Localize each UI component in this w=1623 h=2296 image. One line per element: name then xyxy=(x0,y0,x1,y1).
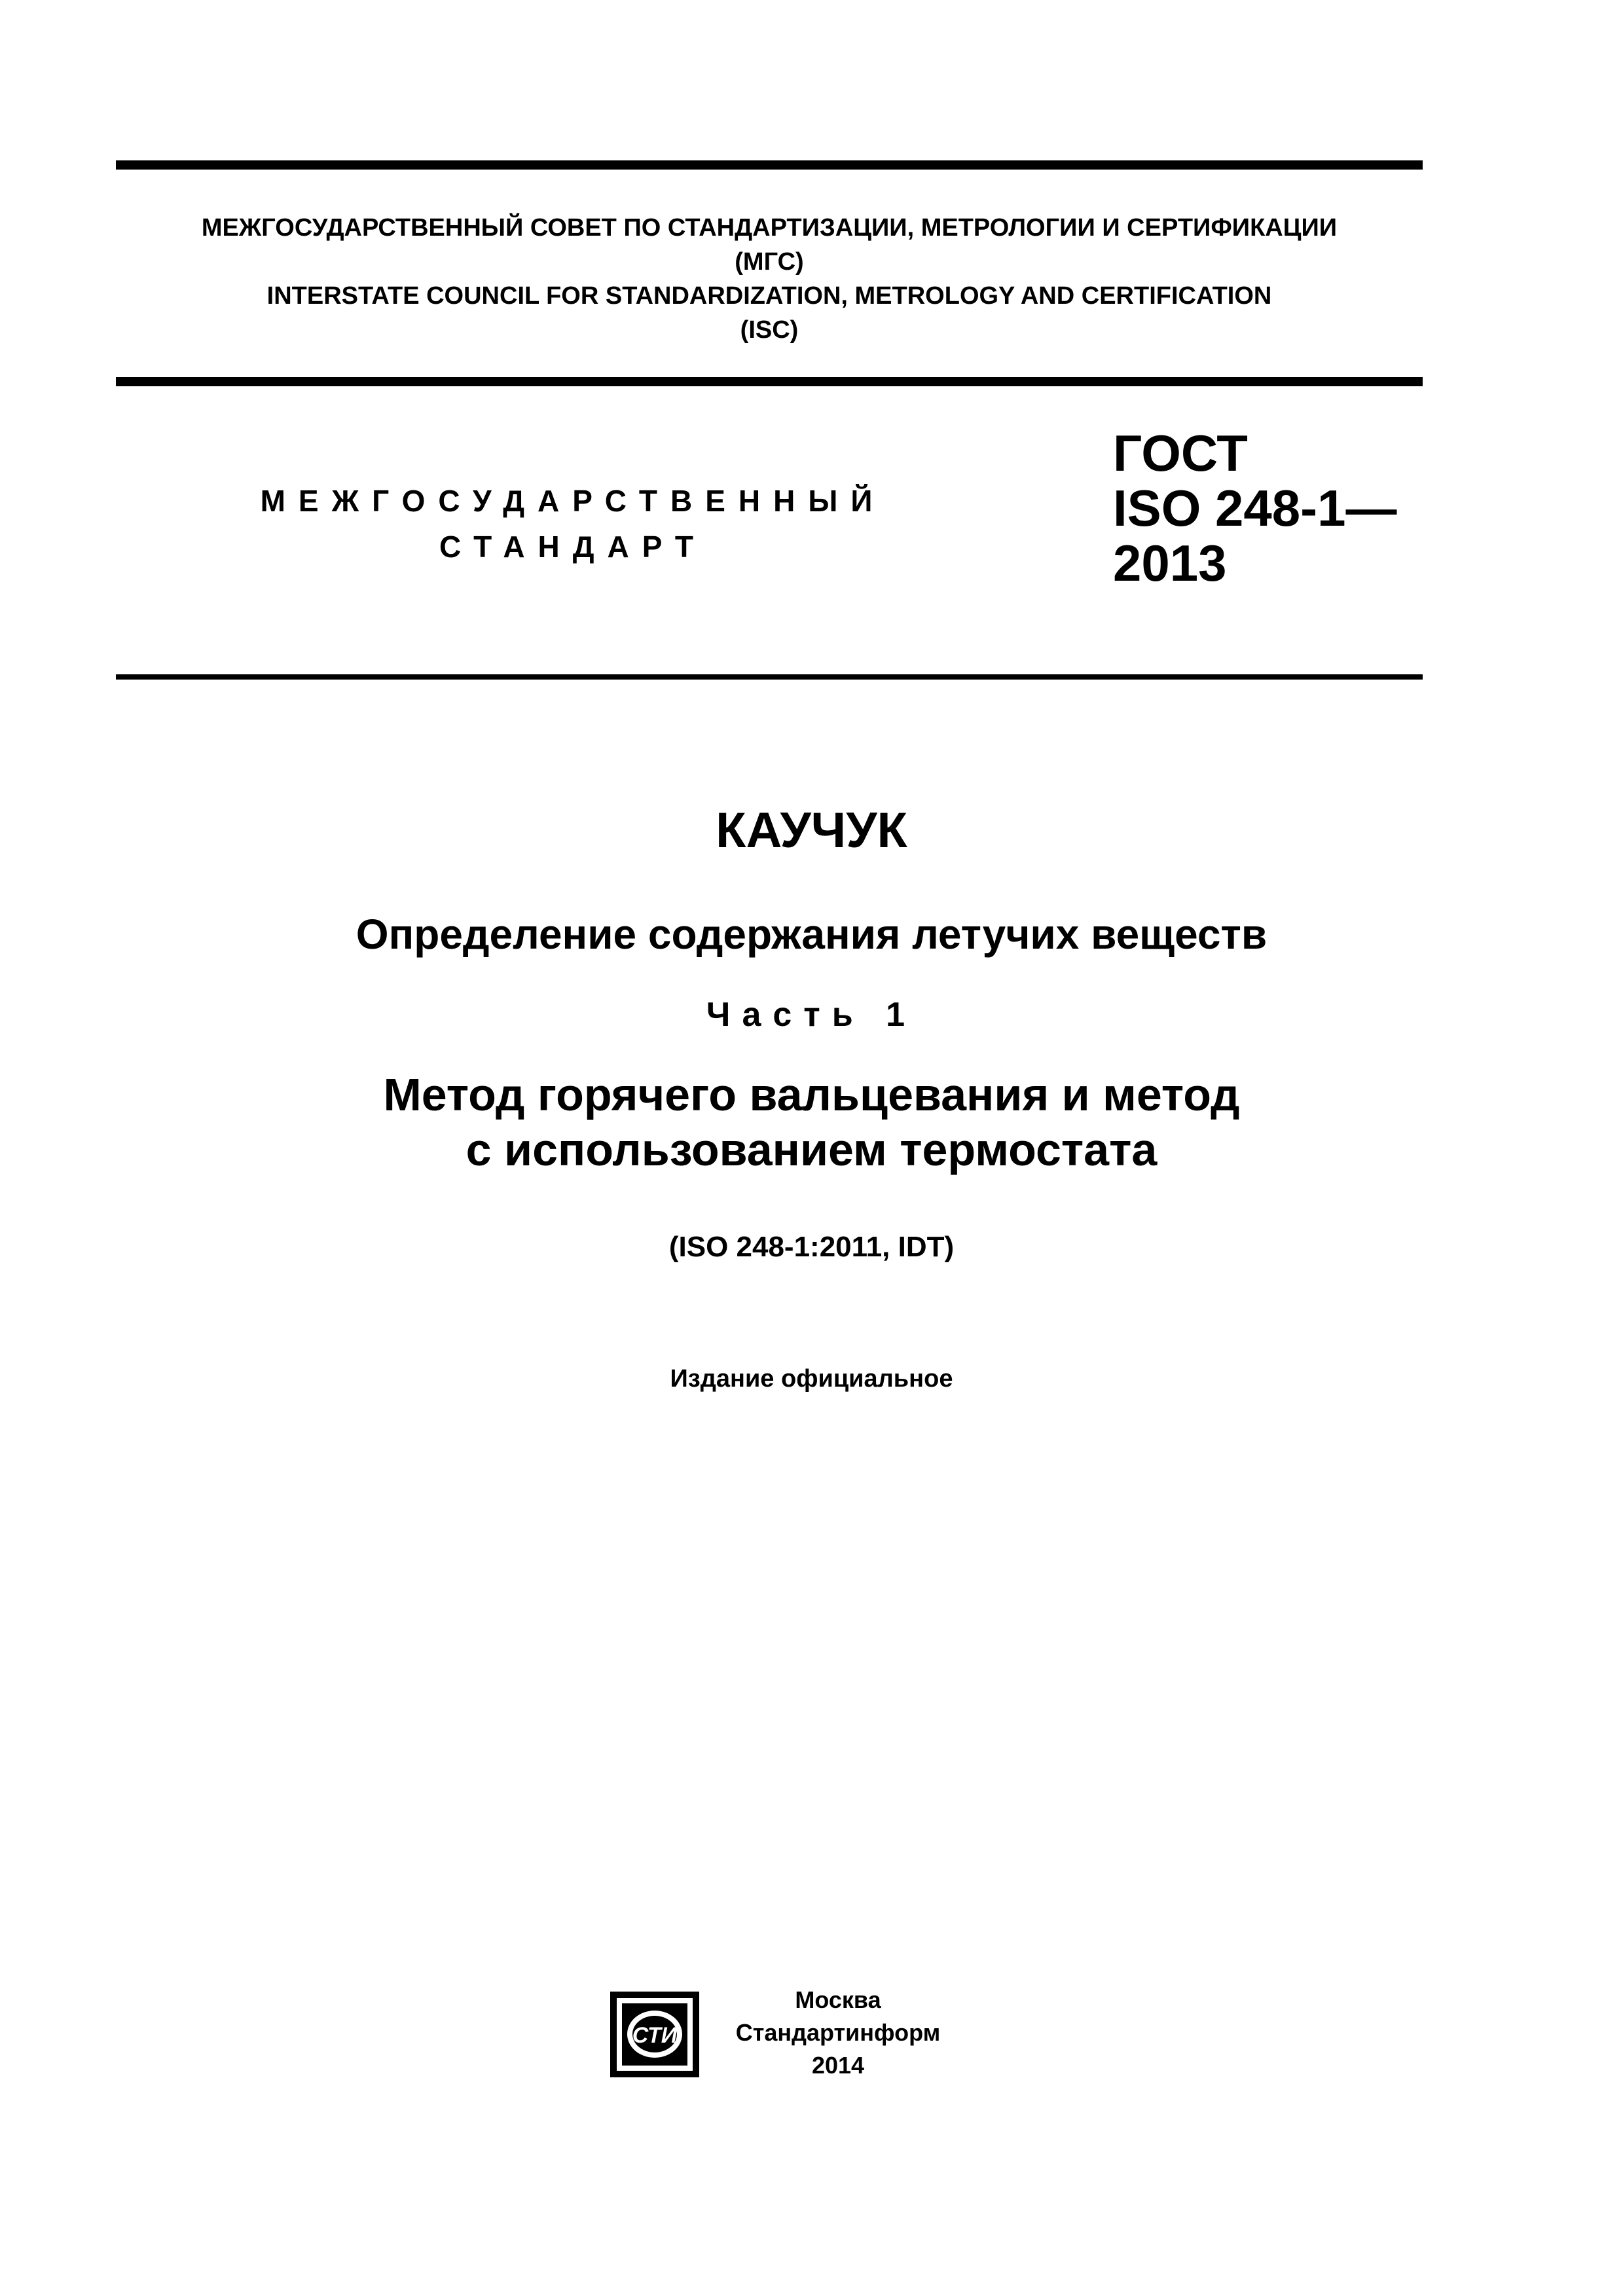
gost-line3: 2013 xyxy=(1113,534,1227,592)
publisher-name: Стандартинформ xyxy=(735,2019,941,2046)
gost-line2: ISO 248-1— xyxy=(1113,479,1397,537)
iso-reference: (ISO 248-1:2011, IDT) xyxy=(668,1231,955,1263)
edition-note: Издание официальное xyxy=(670,1365,953,1393)
top-rule xyxy=(116,160,1423,170)
standard-type-line1: МЕЖГОСУДАРСТВЕННЫЙ xyxy=(260,484,886,518)
gost-line1: ГОСТ xyxy=(1113,424,1248,482)
publisher-city: Москва xyxy=(795,1986,881,2013)
document-subtitle: Определение содержания летучих веществ xyxy=(356,911,1267,958)
header-rule xyxy=(116,377,1423,386)
title-rule xyxy=(116,674,1423,680)
publisher-year: 2014 xyxy=(811,2052,865,2079)
council-ru: МЕЖГОСУДАРСТВЕННЫЙ СОВЕТ ПО СТАНДАРТИЗАЦИИ, МЕТРОЛОГИИ И СЕРТИФИКАЦИИ xyxy=(201,214,1338,242)
council-ru-abbr: (МГС) xyxy=(735,248,804,276)
standartinform-logo-icon xyxy=(609,1990,701,2079)
method-title-line2: с использованием термостата xyxy=(465,1124,1158,1175)
method-title-line1: Метод горячего вальцевания и метод xyxy=(383,1069,1240,1120)
council-header xyxy=(98,211,1440,347)
publisher-block xyxy=(727,1984,949,2082)
document-title: КАУЧУК xyxy=(716,803,907,858)
standard-type xyxy=(196,478,949,570)
standard-type-line2: СТАНДАРТ xyxy=(439,530,706,564)
logo-text: СТИ xyxy=(632,2023,678,2048)
council-en: INTERSTATE COUNCIL FOR STANDARDIZATION, METROLOGY AND CERTIFICATION xyxy=(266,282,1272,310)
council-en-abbr: (ISC) xyxy=(740,316,799,344)
part-number: Часть 1 xyxy=(706,996,917,1034)
method-title xyxy=(0,1067,1623,1177)
gost-designation xyxy=(1113,426,1427,591)
